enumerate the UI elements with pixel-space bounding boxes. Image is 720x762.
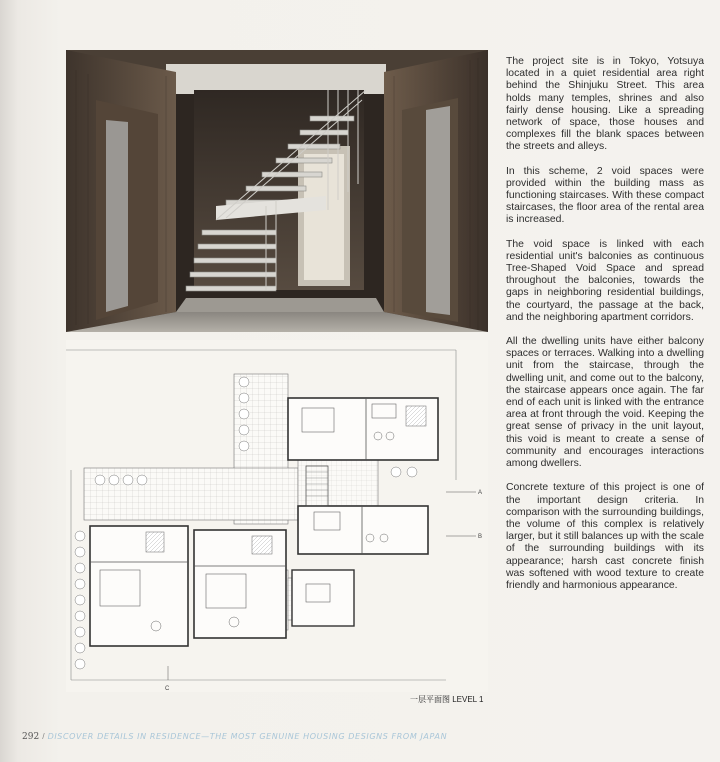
page-number: 292 bbox=[22, 732, 40, 742]
plan-caption: 一层平面图 LEVEL 1 bbox=[410, 695, 484, 704]
paragraph-concrete: Concrete texture of this project is one of the important design criteria. In comparison with the surrounding buildings, the volume of this complex is relatively larger, but it still balances up with the scale of the surrounding buildings with its appearance; harsh cast concrete finish was softened with wood texture to create friendly and harmonious appearance. bbox=[506, 482, 704, 591]
body-text-column bbox=[506, 56, 704, 604]
paragraph-dwelling-units: All the dwelling units have either balcony spaces or terraces. Walking into a dwelling unit from the staircase, through the dwelling unit, and come out to the balcony, the staircase appears once again. The far end of each unit is linked with the entrance area at front through the void. Keeping the great sense of privacy in the unit layout, this void is meant to create a sense of community and encourages interactions among dwellers. bbox=[506, 336, 704, 470]
stairwell-photo bbox=[66, 50, 488, 332]
paragraph-site: The project site is in Tokyo, Yotsuya located in a quiet residential area right behind the Shinjuku Street. This area holds many temples, shrines and also fairly dense housing. Like a spreading network of space, those houses and complexes fill the blank spaces between the streets and alleys. bbox=[506, 56, 704, 153]
paragraph-voids: In this scheme, 2 void spaces were provided within the building mass as functioning staircases. With these compact staircases, the floor area of the rental area is increased. bbox=[506, 165, 704, 226]
footer-separator: / bbox=[42, 731, 45, 741]
floor-plan bbox=[66, 340, 488, 692]
page-footer bbox=[22, 731, 702, 742]
plan-marker-a: A bbox=[478, 490, 483, 496]
floor-plan-drawing bbox=[66, 340, 488, 692]
stairwell-photo-illustration bbox=[66, 50, 488, 332]
book-tagline: DISCOVER DETAILS IN RESIDENCE—THE MOST GENUINE HOUSING DESIGNS FROM JAPAN bbox=[47, 732, 448, 741]
plan-marker-c: C bbox=[165, 686, 170, 692]
paragraph-tree-void: The void space is linked with each residential unit's balconies as continuous Tree-Shaped Void Space and spread throughout the balconies, towards the gaps in neighboring residential buildings, the courtyard, the passage at the back, and the neighboring apartment corridors. bbox=[506, 238, 704, 323]
plan-marker-b: B bbox=[478, 534, 483, 540]
